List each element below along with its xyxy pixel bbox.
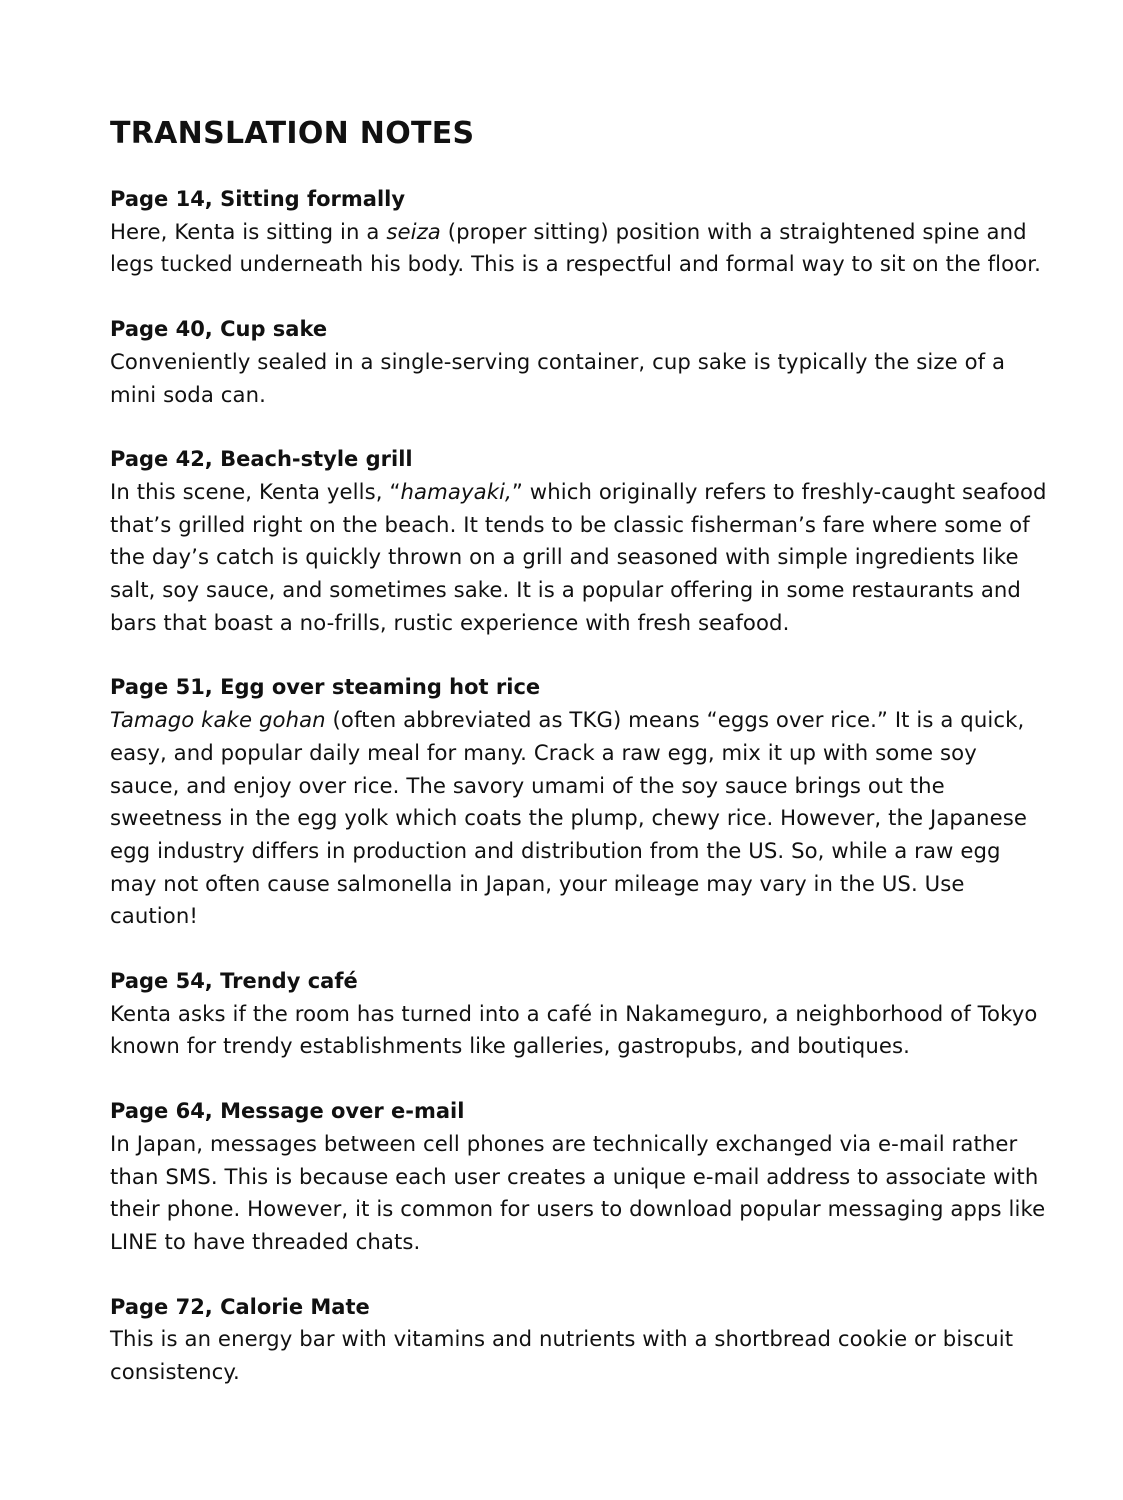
- note-body: [110, 1323, 1050, 1388]
- note-heading: Page 64, Message over e-mail: [110, 1099, 465, 1124]
- note-heading: Page 14, Sitting formally: [110, 187, 406, 211]
- note-text: Kenta asks if the room has turned into a café in Nakameguro, a neighborhood of Tokyo known for trendy establishments like galleries, gastropubs, and boutiques.: [110, 1000, 1038, 1059]
- note-text: This is an energy bar with vitamins and nutrients with a shortbread cookie or biscuit consistency.: [110, 1326, 1014, 1385]
- note-text: ” which originally refers to freshly-caught seafood that’s grilled right on the beach. It tends to be classic fisherman’s fare where some of the day’s catch is quickly thrown on a grill and seasoned with simple ingredients like salt, soy sauce, and sometimes sake. It is a popular offering in some restaurants and bars that boast a no-frills, rustic experience with fresh seafood.: [110, 478, 1047, 635]
- note-heading: Page 51, Egg over steaming hot rice: [110, 675, 541, 700]
- note-term: Tamago kake gohan: [110, 707, 326, 733]
- note-page-40: [110, 313, 1050, 411]
- note-heading: Page 54, Trendy café: [110, 969, 358, 994]
- note-body: [110, 1128, 1050, 1259]
- note-page-72: [110, 1291, 1050, 1389]
- note-page-64: [110, 1095, 1050, 1259]
- note-text: (proper sitting) position with a straightened spine and legs tucked underneath his body. This is a respectful and formal way to sit on the floor.: [110, 218, 1041, 277]
- page-title: TRANSLATION NOTES: [110, 116, 475, 151]
- note-page-51: [110, 671, 1050, 933]
- note-body: [110, 704, 1050, 933]
- note-page-42: [110, 443, 1050, 639]
- note-text: In this scene, Kenta yells, “: [110, 478, 401, 504]
- note-body: [110, 216, 1050, 281]
- note-heading: Page 40, Cup sake: [110, 317, 328, 342]
- note-body: [110, 998, 1050, 1063]
- note-term: seiza: [386, 218, 441, 244]
- note-heading: Page 72, Calorie Mate: [110, 1294, 370, 1319]
- note-body: [110, 476, 1050, 640]
- note-text: In Japan, messages between cell phones are technically exchanged via e-mail rather than SMS. This is because each user creates a unique e-mail address to associate with their phone. However, it is common for users to download popular messaging apps like LINE to have threaded chats.: [110, 1130, 1046, 1254]
- note-text: (often abbreviated as TKG) means “eggs over rice.” It is a quick, easy, and popular daily meal for many. Crack a raw egg, mix it up with some soy sauce, and enjoy over rice. The savory umami of the soy sauce brings out the sweetness in the egg yolk which coats the plump, chewy rice. However, the Japanese egg industry differs in production and distribution from the US. So, while a raw egg may not often cause salmonella in Japan, your mileage may vary in the US. Use caution!: [110, 707, 1027, 929]
- note-page-54: [110, 965, 1050, 1063]
- note-term: hamayaki,: [400, 478, 512, 504]
- note-body: [110, 346, 1050, 411]
- note-text: Conveniently sealed in a single-serving container, cup sake is typically the size of a mini soda can.: [110, 348, 1006, 407]
- note-page-14: [110, 183, 1050, 281]
- note-text: Here, Kenta is sitting in a: [110, 218, 387, 244]
- document-page: [110, 112, 1050, 1421]
- note-heading: Page 42, Beach-style grill: [110, 447, 413, 472]
